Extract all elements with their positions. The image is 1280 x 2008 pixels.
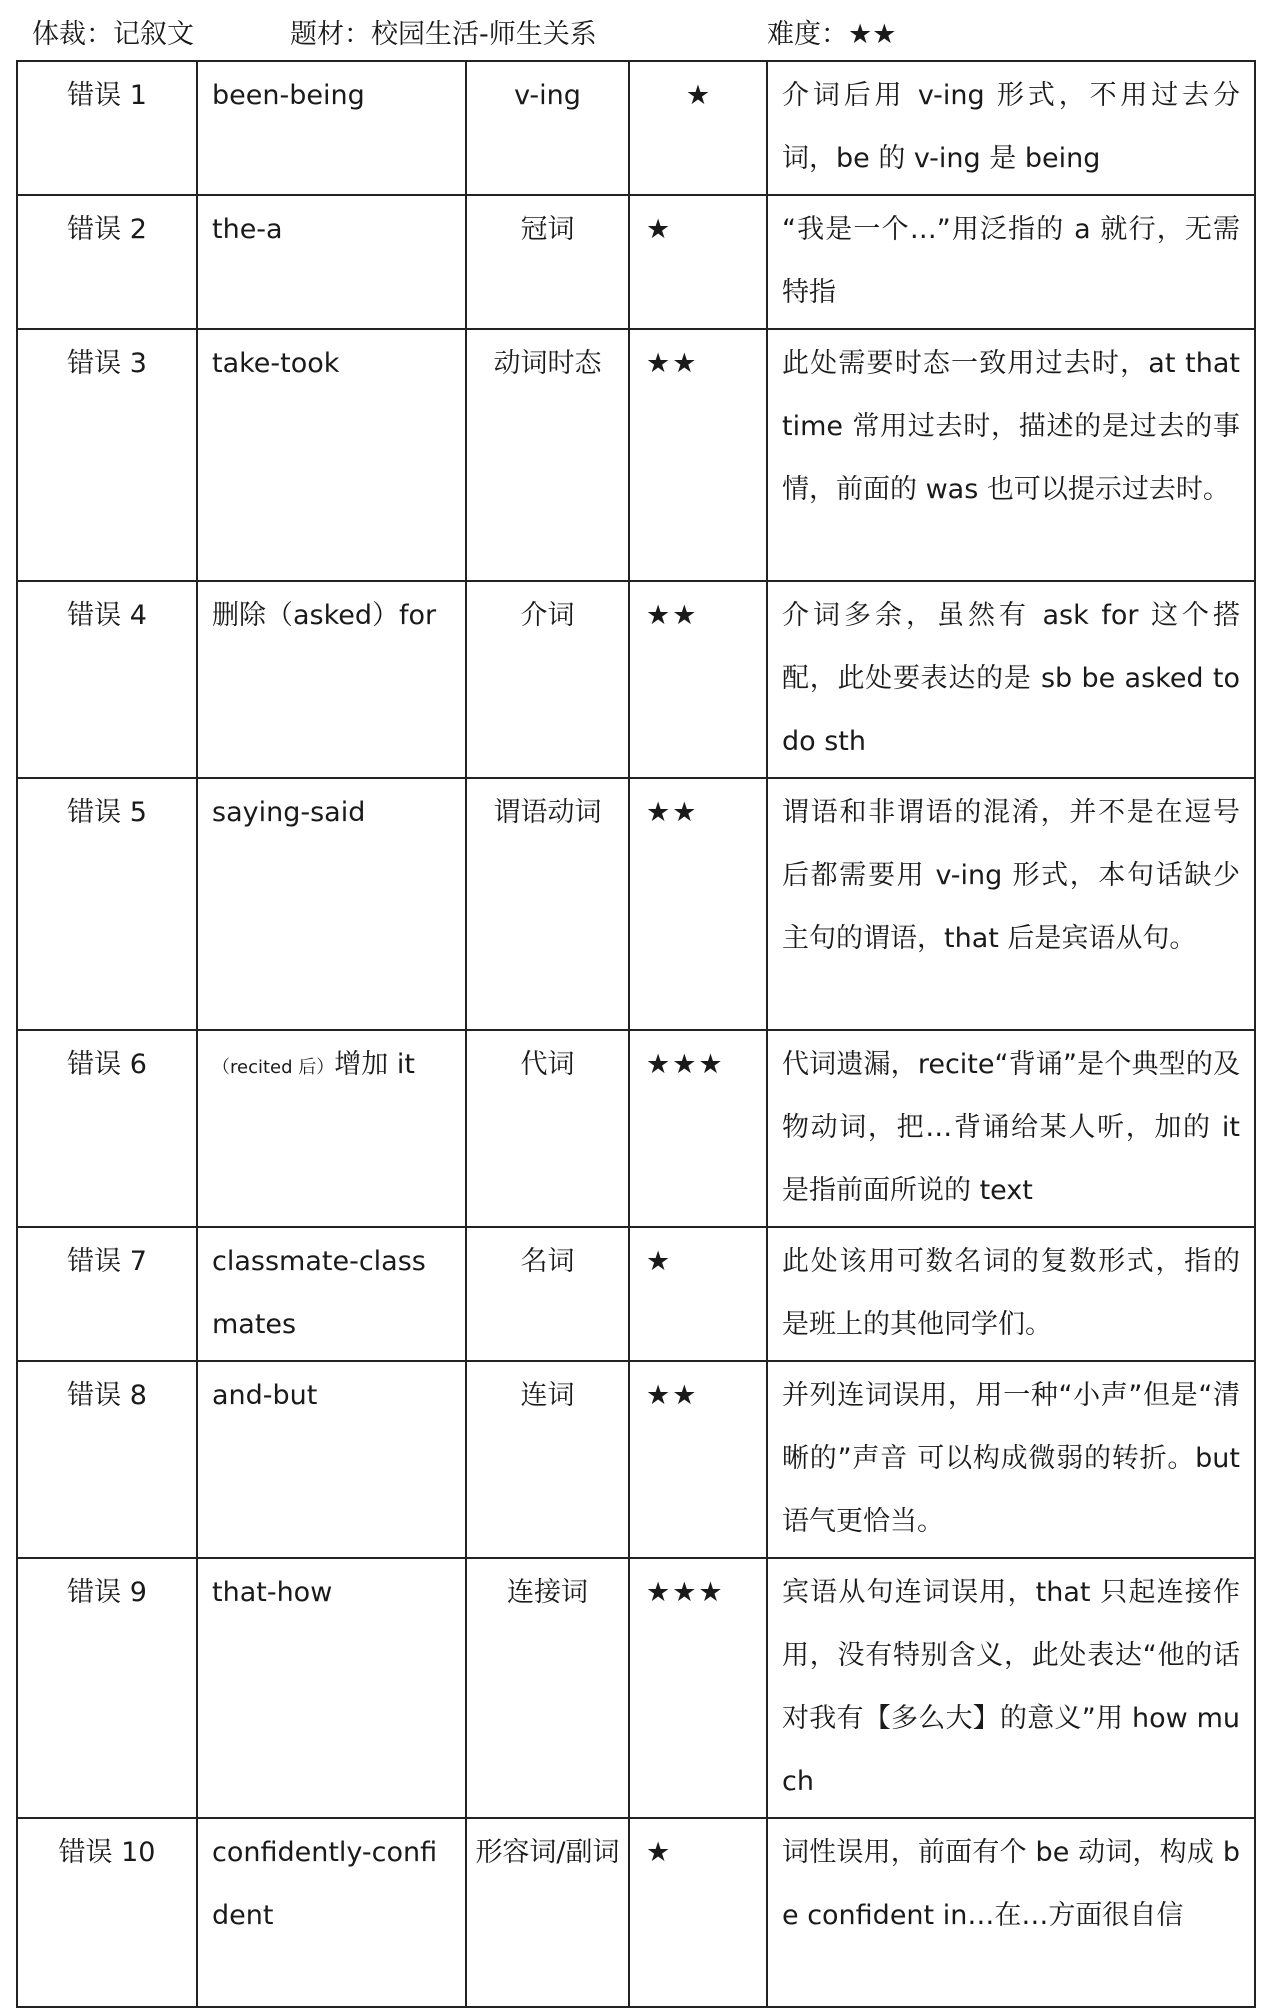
error-label: 错误 5 bbox=[17, 778, 197, 1030]
correction-cell: been-being bbox=[197, 61, 466, 195]
error-label: 错误 10 bbox=[17, 1818, 197, 2007]
difficulty-stars: ★★ bbox=[629, 778, 767, 1030]
category-cell: 谓语动词 bbox=[466, 778, 629, 1030]
table-row bbox=[17, 778, 1255, 1030]
category-cell: 介词 bbox=[466, 581, 629, 778]
category-cell: 冠词 bbox=[466, 195, 629, 329]
table-row bbox=[17, 1227, 1255, 1361]
difficulty-label: 难度：★★ bbox=[767, 18, 897, 50]
explanation-cell: 并列连词误用，用一种“小声”但是“清晰的”声音 可以构成微弱的转折。but 语气更恰当。 bbox=[767, 1361, 1255, 1558]
explanation-cell: “我是一个…”用泛指的 a 就行，无需特指 bbox=[767, 195, 1255, 329]
category-cell: v-ing bbox=[466, 61, 629, 195]
error-label: 错误 3 bbox=[17, 329, 197, 581]
correction-cell: 删除（asked）for bbox=[197, 581, 466, 778]
explanation-cell: 此处需要时态一致用过去时，at that time 常用过去时，描述的是过去的事情，前面的 was 也可以提示过去时。 bbox=[767, 329, 1255, 581]
category-cell: 名词 bbox=[466, 1227, 629, 1361]
table-row bbox=[17, 61, 1255, 195]
genre-label: 体裁：记叙文 bbox=[32, 18, 194, 50]
table-row bbox=[17, 1030, 1255, 1227]
document-header bbox=[32, 8, 1252, 54]
explanation-cell: 宾语从句连词误用，that 只起连接作用，没有特别含义，此处表达“他的话对我有【多么大】的意义”用 how much bbox=[767, 1558, 1255, 1818]
difficulty-stars: ★ bbox=[629, 195, 767, 329]
difficulty-stars: ★★★ bbox=[629, 1030, 767, 1227]
explanation-cell: 此处该用可数名词的复数形式，指的是班上的其他同学们。 bbox=[767, 1227, 1255, 1361]
explanation-cell: 代词遗漏，recite“背诵”是个典型的及物动词，把…背诵给某人听，加的 it 是指前面所说的 text bbox=[767, 1030, 1255, 1227]
category-cell: 连词 bbox=[466, 1361, 629, 1558]
error-label: 错误 1 bbox=[17, 61, 197, 195]
table-row bbox=[17, 1558, 1255, 1818]
difficulty-stars: ★★★ bbox=[629, 1558, 767, 1818]
difficulty-stars: ★★ bbox=[629, 329, 767, 581]
error-correction-table bbox=[16, 60, 1256, 2008]
error-label: 错误 6 bbox=[17, 1030, 197, 1227]
category-cell: 代词 bbox=[466, 1030, 629, 1227]
error-label: 错误 2 bbox=[17, 195, 197, 329]
correction-cell: that-how bbox=[197, 1558, 466, 1818]
explanation-cell: 介词多余，虽然有 ask for 这个搭配，此处要表达的是 sb be asked to do sth bbox=[767, 581, 1255, 778]
explanation-cell: 词性误用，前面有个 be 动词，构成 be confident in…在…方面很自信 bbox=[767, 1818, 1255, 2007]
explanation-cell: 谓语和非谓语的混淆，并不是在逗号后都需要用 v-ing 形式，本句话缺少主句的谓语，that 后是宾语从句。 bbox=[767, 778, 1255, 1030]
difficulty-stars: ★ bbox=[629, 1818, 767, 2007]
table-row bbox=[17, 581, 1255, 778]
table-row bbox=[17, 1818, 1255, 2007]
difficulty-stars: ★★ bbox=[629, 581, 767, 778]
table-row bbox=[17, 1361, 1255, 1558]
correction-cell: and-but bbox=[197, 1361, 466, 1558]
theme-label: 题材：校园生活-师生关系 bbox=[290, 18, 597, 50]
correction-cell: saying-said bbox=[197, 778, 466, 1030]
explanation-cell: 介词后用 v-ing 形式，不用过去分词，be 的 v-ing 是 being bbox=[767, 61, 1255, 195]
difficulty-stars: ★ bbox=[629, 61, 767, 195]
category-cell: 形容词/副词 bbox=[466, 1818, 629, 2007]
correction-text: 增加 it bbox=[334, 1049, 415, 1080]
correction-cell: the-a bbox=[197, 195, 466, 329]
difficulty-stars: ★ bbox=[629, 1227, 767, 1361]
correction-cell: take-took bbox=[197, 329, 466, 581]
error-label: 错误 8 bbox=[17, 1361, 197, 1558]
correction-cell: classmate-classmates bbox=[197, 1227, 466, 1361]
difficulty-stars: ★★ bbox=[629, 1361, 767, 1558]
table-row bbox=[17, 195, 1255, 329]
correction-cell: confidently-confident bbox=[197, 1818, 466, 2007]
correction-cell bbox=[197, 1030, 466, 1227]
error-label: 错误 4 bbox=[17, 581, 197, 778]
category-cell: 动词时态 bbox=[466, 329, 629, 581]
table-row bbox=[17, 329, 1255, 581]
error-label: 错误 9 bbox=[17, 1558, 197, 1818]
correction-note: （recited 后） bbox=[212, 1057, 335, 1078]
error-label: 错误 7 bbox=[17, 1227, 197, 1361]
category-cell: 连接词 bbox=[466, 1558, 629, 1818]
